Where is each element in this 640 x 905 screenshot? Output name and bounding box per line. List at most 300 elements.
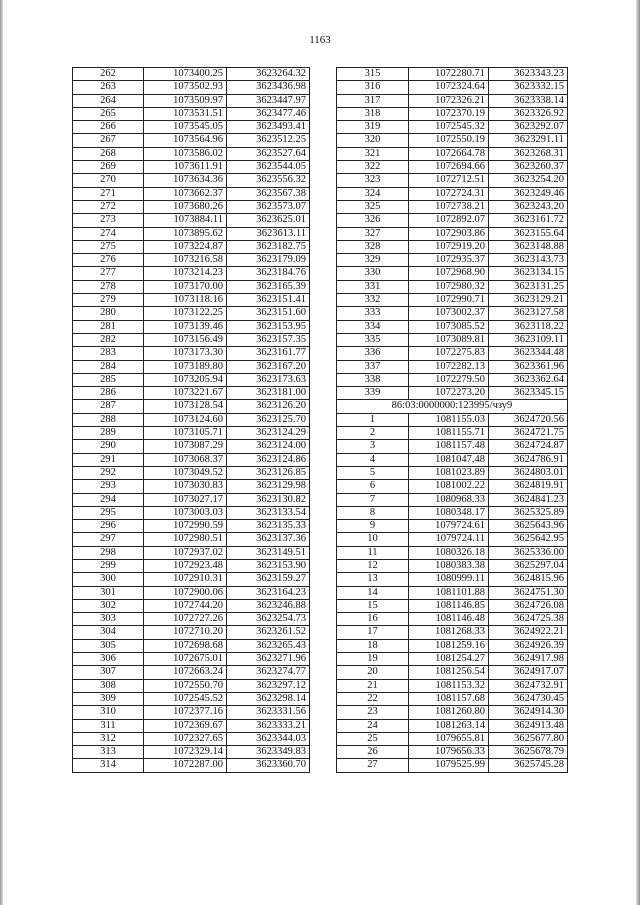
point-number-cell: 310 xyxy=(73,706,144,719)
table-row xyxy=(337,94,568,107)
x-coordinate-cell: 1073531.51 xyxy=(144,107,227,120)
y-coordinate-cell: 3623477.46 xyxy=(227,107,310,120)
y-coordinate-cell: 3623344.03 xyxy=(227,732,310,745)
y-coordinate-cell: 3623331.56 xyxy=(227,706,310,719)
x-coordinate-cell: 1072710.20 xyxy=(144,626,227,639)
x-coordinate-cell: 1072675.01 xyxy=(144,653,227,666)
point-number-cell: 319 xyxy=(337,121,409,134)
y-coordinate-cell: 3623264.32 xyxy=(227,68,310,81)
point-number-cell: 287 xyxy=(73,400,144,413)
point-number-cell: 9 xyxy=(337,520,409,533)
point-number-cell: 262 xyxy=(73,68,144,81)
point-number-cell: 271 xyxy=(73,187,144,200)
x-coordinate-cell: 1072377.16 xyxy=(144,706,227,719)
y-coordinate-cell: 3623164.23 xyxy=(227,586,310,599)
y-coordinate-cell: 3623246.88 xyxy=(227,599,310,612)
point-number-cell: 264 xyxy=(73,94,144,107)
y-coordinate-cell: 3624841.23 xyxy=(489,493,568,506)
point-number-cell: 10 xyxy=(337,533,409,546)
table-row xyxy=(73,254,310,267)
y-coordinate-cell: 3623274.77 xyxy=(227,666,310,679)
point-number-cell: 20 xyxy=(337,666,409,679)
table-row xyxy=(73,520,310,533)
y-coordinate-cell: 3623133.54 xyxy=(227,506,310,519)
point-number-cell: 22 xyxy=(337,692,409,705)
table-row xyxy=(337,134,568,147)
table-row xyxy=(73,94,310,107)
point-number-cell: 330 xyxy=(337,267,409,280)
table-row xyxy=(73,413,310,426)
point-number-cell: 337 xyxy=(337,360,409,373)
point-number-cell: 279 xyxy=(73,294,144,307)
x-coordinate-cell: 1072892.07 xyxy=(409,214,489,227)
x-coordinate-cell: 1072712.51 xyxy=(409,174,489,187)
point-number-cell: 327 xyxy=(337,227,409,240)
y-coordinate-cell: 3623182.75 xyxy=(227,240,310,253)
x-coordinate-cell: 1072923.48 xyxy=(144,559,227,572)
table-row xyxy=(337,240,568,253)
y-coordinate-cell: 3623126.20 xyxy=(227,400,310,413)
y-coordinate-cell: 3623161.72 xyxy=(489,214,568,227)
y-coordinate-cell: 3623124.00 xyxy=(227,440,310,453)
y-coordinate-cell: 3623157.35 xyxy=(227,333,310,346)
point-number-cell: 326 xyxy=(337,214,409,227)
section-header-row xyxy=(337,400,568,413)
y-coordinate-cell: 3623179.09 xyxy=(227,254,310,267)
x-coordinate-cell: 1081023.89 xyxy=(409,466,489,479)
table-row xyxy=(73,214,310,227)
point-number-cell: 296 xyxy=(73,520,144,533)
table-row xyxy=(337,347,568,360)
x-coordinate-cell: 1072968.90 xyxy=(409,267,489,280)
point-number-cell: 284 xyxy=(73,360,144,373)
table-row xyxy=(337,759,568,772)
table-row xyxy=(73,746,310,759)
x-coordinate-cell: 1080326.18 xyxy=(409,546,489,559)
cadastral-number-heading: 86:03:0000000:123995/чзу9 xyxy=(337,400,568,413)
y-coordinate-cell: 3625643.96 xyxy=(489,520,568,533)
y-coordinate-cell: 3623137.36 xyxy=(227,533,310,546)
point-number-cell: 269 xyxy=(73,161,144,174)
table-row xyxy=(73,240,310,253)
table-row xyxy=(73,121,310,134)
table-row xyxy=(337,187,568,200)
x-coordinate-cell: 1072980.51 xyxy=(144,533,227,546)
table-row xyxy=(337,599,568,612)
y-coordinate-cell: 3624917.98 xyxy=(489,653,568,666)
y-coordinate-cell: 3623344.48 xyxy=(489,347,568,360)
y-coordinate-cell: 3625642.95 xyxy=(489,533,568,546)
table-row xyxy=(73,586,310,599)
point-number-cell: 312 xyxy=(73,732,144,745)
x-coordinate-cell: 1073087.29 xyxy=(144,440,227,453)
x-coordinate-cell: 1072545.32 xyxy=(409,121,489,134)
x-coordinate-cell: 1072326.21 xyxy=(409,94,489,107)
x-coordinate-cell: 1080968.33 xyxy=(409,493,489,506)
point-number-cell: 305 xyxy=(73,639,144,652)
table-row xyxy=(73,653,310,666)
y-coordinate-cell: 3623151.41 xyxy=(227,294,310,307)
table-row xyxy=(337,719,568,732)
point-number-cell: 263 xyxy=(73,81,144,94)
y-coordinate-cell: 3624913.48 xyxy=(489,719,568,732)
point-number-cell: 306 xyxy=(73,653,144,666)
y-coordinate-cell: 3623126.85 xyxy=(227,466,310,479)
x-coordinate-cell: 1073205.94 xyxy=(144,373,227,386)
point-number-cell: 26 xyxy=(337,746,409,759)
table-row xyxy=(337,559,568,572)
point-number-cell: 1 xyxy=(337,413,409,426)
table-row xyxy=(73,280,310,293)
point-number-cell: 288 xyxy=(73,413,144,426)
table-row xyxy=(73,307,310,320)
point-number-cell: 5 xyxy=(337,466,409,479)
y-coordinate-cell: 3623338.14 xyxy=(489,94,568,107)
x-coordinate-cell: 1081256.54 xyxy=(409,666,489,679)
table-row xyxy=(73,679,310,692)
y-coordinate-cell: 3623243.20 xyxy=(489,200,568,213)
x-coordinate-cell: 1073085.52 xyxy=(409,320,489,333)
x-coordinate-cell: 1080348.17 xyxy=(409,506,489,519)
y-coordinate-cell: 3623159.27 xyxy=(227,573,310,586)
point-number-cell: 339 xyxy=(337,387,409,400)
x-coordinate-cell: 1081101.88 xyxy=(409,586,489,599)
y-coordinate-cell: 3623130.82 xyxy=(227,493,310,506)
x-coordinate-cell: 1081155.03 xyxy=(409,413,489,426)
point-number-cell: 325 xyxy=(337,200,409,213)
y-coordinate-cell: 3623349.83 xyxy=(227,746,310,759)
x-coordinate-cell: 1073564.96 xyxy=(144,134,227,147)
point-number-cell: 265 xyxy=(73,107,144,120)
table-row xyxy=(73,480,310,493)
point-number-cell: 12 xyxy=(337,559,409,572)
y-coordinate-cell: 3624732.91 xyxy=(489,679,568,692)
table-row xyxy=(73,692,310,705)
point-number-cell: 320 xyxy=(337,134,409,147)
table-row xyxy=(73,706,310,719)
table-row xyxy=(337,666,568,679)
point-number-cell: 336 xyxy=(337,347,409,360)
x-coordinate-cell: 1072698.68 xyxy=(144,639,227,652)
table-row xyxy=(73,227,310,240)
y-coordinate-cell: 3623149.51 xyxy=(227,546,310,559)
y-coordinate-cell: 3623254.73 xyxy=(227,613,310,626)
table-row xyxy=(337,533,568,546)
point-number-cell: 318 xyxy=(337,107,409,120)
table-row xyxy=(73,493,310,506)
point-number-cell: 2 xyxy=(337,427,409,440)
y-coordinate-cell: 3623125.70 xyxy=(227,413,310,426)
y-coordinate-cell: 3624922.21 xyxy=(489,626,568,639)
x-coordinate-cell: 1072664.78 xyxy=(409,147,489,160)
x-coordinate-cell: 1081263.14 xyxy=(409,719,489,732)
y-coordinate-cell: 3624726.08 xyxy=(489,599,568,612)
y-coordinate-cell: 3623343.23 xyxy=(489,68,568,81)
y-coordinate-cell: 3623127.58 xyxy=(489,307,568,320)
x-coordinate-cell: 1073128.54 xyxy=(144,400,227,413)
table-row xyxy=(337,161,568,174)
point-number-cell: 290 xyxy=(73,440,144,453)
table-row xyxy=(337,573,568,586)
x-coordinate-cell: 1081260.80 xyxy=(409,706,489,719)
y-coordinate-cell: 3623292.07 xyxy=(489,121,568,134)
point-number-cell: 8 xyxy=(337,506,409,519)
y-coordinate-cell: 3623268.31 xyxy=(489,147,568,160)
point-number-cell: 313 xyxy=(73,746,144,759)
table-row xyxy=(73,440,310,453)
x-coordinate-cell: 1073509.97 xyxy=(144,94,227,107)
y-coordinate-cell: 3623261.52 xyxy=(227,626,310,639)
point-number-cell: 270 xyxy=(73,174,144,187)
y-coordinate-cell: 3624786.91 xyxy=(489,453,568,466)
y-coordinate-cell: 3623148.88 xyxy=(489,240,568,253)
y-coordinate-cell: 3625325.89 xyxy=(489,506,568,519)
y-coordinate-cell: 3623153.90 xyxy=(227,559,310,572)
point-number-cell: 333 xyxy=(337,307,409,320)
x-coordinate-cell: 1072369.67 xyxy=(144,719,227,732)
table-row xyxy=(337,147,568,160)
x-coordinate-cell: 1081146.48 xyxy=(409,613,489,626)
point-number-cell: 7 xyxy=(337,493,409,506)
table-row xyxy=(337,586,568,599)
table-row xyxy=(73,427,310,440)
table-row xyxy=(337,440,568,453)
x-coordinate-cell: 1072550.19 xyxy=(409,134,489,147)
point-number-cell: 317 xyxy=(337,94,409,107)
y-coordinate-cell: 3624819.91 xyxy=(489,480,568,493)
table-row xyxy=(337,373,568,386)
x-coordinate-cell: 1072280.71 xyxy=(409,68,489,81)
point-number-cell: 19 xyxy=(337,653,409,666)
point-number-cell: 18 xyxy=(337,639,409,652)
table-row xyxy=(337,360,568,373)
y-coordinate-cell: 3623573.07 xyxy=(227,200,310,213)
y-coordinate-cell: 3623124.29 xyxy=(227,427,310,440)
table-row xyxy=(73,161,310,174)
point-number-cell: 283 xyxy=(73,347,144,360)
table-row xyxy=(337,453,568,466)
point-number-cell: 281 xyxy=(73,320,144,333)
table-row xyxy=(337,732,568,745)
point-number-cell: 285 xyxy=(73,373,144,386)
table-row xyxy=(73,174,310,187)
x-coordinate-cell: 1079525.99 xyxy=(409,759,489,772)
table-row xyxy=(73,719,310,732)
coordinates-table-right xyxy=(336,67,568,773)
y-coordinate-cell: 3623362.64 xyxy=(489,373,568,386)
y-coordinate-cell: 3623151.60 xyxy=(227,307,310,320)
table-row xyxy=(73,68,310,81)
point-number-cell: 282 xyxy=(73,333,144,346)
y-coordinate-cell: 3623181.00 xyxy=(227,387,310,400)
table-row xyxy=(337,254,568,267)
point-number-cell: 300 xyxy=(73,573,144,586)
point-number-cell: 308 xyxy=(73,679,144,692)
x-coordinate-cell: 1072370.19 xyxy=(409,107,489,120)
x-coordinate-cell: 1072727.26 xyxy=(144,613,227,626)
x-coordinate-cell: 1072903.86 xyxy=(409,227,489,240)
y-coordinate-cell: 3623109.11 xyxy=(489,333,568,346)
x-coordinate-cell: 1072324.64 xyxy=(409,81,489,94)
y-coordinate-cell: 3625336.00 xyxy=(489,546,568,559)
table-row xyxy=(73,732,310,745)
y-coordinate-cell: 3623165.39 xyxy=(227,280,310,293)
y-coordinate-cell: 3623613.11 xyxy=(227,227,310,240)
table-row xyxy=(73,666,310,679)
y-coordinate-cell: 3623332.15 xyxy=(489,81,568,94)
y-coordinate-cell: 3623161.77 xyxy=(227,347,310,360)
point-number-cell: 27 xyxy=(337,759,409,772)
table-row xyxy=(337,214,568,227)
x-coordinate-cell: 1072275.83 xyxy=(409,347,489,360)
point-number-cell: 304 xyxy=(73,626,144,639)
table-row xyxy=(73,187,310,200)
y-coordinate-cell: 3623271.96 xyxy=(227,653,310,666)
x-coordinate-cell: 1073884.11 xyxy=(144,214,227,227)
y-coordinate-cell: 3624926.39 xyxy=(489,639,568,652)
x-coordinate-cell: 1072744.20 xyxy=(144,599,227,612)
point-number-cell: 274 xyxy=(73,227,144,240)
table-row xyxy=(337,466,568,479)
x-coordinate-cell: 1073189.80 xyxy=(144,360,227,373)
x-coordinate-cell: 1072910.31 xyxy=(144,573,227,586)
table-row xyxy=(337,280,568,293)
point-number-cell: 309 xyxy=(73,692,144,705)
point-number-cell: 299 xyxy=(73,559,144,572)
table-row xyxy=(73,506,310,519)
y-coordinate-cell: 3623129.98 xyxy=(227,480,310,493)
y-coordinate-cell: 3623625.01 xyxy=(227,214,310,227)
table-row xyxy=(337,427,568,440)
point-number-cell: 23 xyxy=(337,706,409,719)
point-number-cell: 324 xyxy=(337,187,409,200)
y-coordinate-cell: 3623260.37 xyxy=(489,161,568,174)
x-coordinate-cell: 1079724.11 xyxy=(409,533,489,546)
table-row xyxy=(337,267,568,280)
point-number-cell: 323 xyxy=(337,174,409,187)
point-number-cell: 13 xyxy=(337,573,409,586)
scan-edge-left xyxy=(0,0,3,905)
x-coordinate-cell: 1073118.16 xyxy=(144,294,227,307)
table-row xyxy=(73,200,310,213)
y-coordinate-cell: 3623361.96 xyxy=(489,360,568,373)
x-coordinate-cell: 1079724.61 xyxy=(409,520,489,533)
point-number-cell: 11 xyxy=(337,546,409,559)
x-coordinate-cell: 1073002.37 xyxy=(409,307,489,320)
x-coordinate-cell: 1072919.20 xyxy=(409,240,489,253)
x-coordinate-cell: 1073502.93 xyxy=(144,81,227,94)
point-number-cell: 286 xyxy=(73,387,144,400)
x-coordinate-cell: 1072990.71 xyxy=(409,294,489,307)
x-coordinate-cell: 1073545.05 xyxy=(144,121,227,134)
point-number-cell: 328 xyxy=(337,240,409,253)
x-coordinate-cell: 1073680.26 xyxy=(144,200,227,213)
x-coordinate-cell: 1080383.38 xyxy=(409,559,489,572)
table-row xyxy=(73,373,310,386)
x-coordinate-cell: 1072327.65 xyxy=(144,732,227,745)
point-number-cell: 334 xyxy=(337,320,409,333)
point-number-cell: 302 xyxy=(73,599,144,612)
point-number-cell: 289 xyxy=(73,427,144,440)
x-coordinate-cell: 1072287.00 xyxy=(144,759,227,772)
x-coordinate-cell: 1073221.67 xyxy=(144,387,227,400)
point-number-cell: 322 xyxy=(337,161,409,174)
y-coordinate-cell: 3623131.25 xyxy=(489,280,568,293)
x-coordinate-cell: 1072273.20 xyxy=(409,387,489,400)
table-row xyxy=(73,759,310,772)
x-coordinate-cell: 1081268.33 xyxy=(409,626,489,639)
point-number-cell: 314 xyxy=(73,759,144,772)
point-number-cell: 6 xyxy=(337,480,409,493)
x-coordinate-cell: 1081254.27 xyxy=(409,653,489,666)
table-row xyxy=(73,294,310,307)
x-coordinate-cell: 1079655.81 xyxy=(409,732,489,745)
x-coordinate-cell: 1072545.52 xyxy=(144,692,227,705)
x-coordinate-cell: 1073224.87 xyxy=(144,240,227,253)
y-coordinate-cell: 3623345.15 xyxy=(489,387,568,400)
point-number-cell: 4 xyxy=(337,453,409,466)
x-coordinate-cell: 1073400.25 xyxy=(144,68,227,81)
page-number: 1163 xyxy=(309,34,331,46)
x-coordinate-cell: 1073214.23 xyxy=(144,267,227,280)
table-row xyxy=(73,533,310,546)
point-number-cell: 15 xyxy=(337,599,409,612)
point-number-cell: 338 xyxy=(337,373,409,386)
y-coordinate-cell: 3623265.43 xyxy=(227,639,310,652)
y-coordinate-cell: 3623291.11 xyxy=(489,134,568,147)
y-coordinate-cell: 3623184.76 xyxy=(227,267,310,280)
x-coordinate-cell: 1072279.50 xyxy=(409,373,489,386)
x-coordinate-cell: 1073662.37 xyxy=(144,187,227,200)
point-number-cell: 331 xyxy=(337,280,409,293)
table-row xyxy=(73,559,310,572)
point-number-cell: 275 xyxy=(73,240,144,253)
x-coordinate-cell: 1073611.91 xyxy=(144,161,227,174)
y-coordinate-cell: 3623173.63 xyxy=(227,373,310,386)
point-number-cell: 297 xyxy=(73,533,144,546)
table-row xyxy=(73,599,310,612)
point-number-cell: 267 xyxy=(73,134,144,147)
point-number-cell: 276 xyxy=(73,254,144,267)
table-row xyxy=(337,546,568,559)
point-number-cell: 307 xyxy=(73,666,144,679)
x-coordinate-cell: 1073170.00 xyxy=(144,280,227,293)
x-coordinate-cell: 1073634.36 xyxy=(144,174,227,187)
point-number-cell: 301 xyxy=(73,586,144,599)
x-coordinate-cell: 1073105.71 xyxy=(144,427,227,440)
table-row xyxy=(337,307,568,320)
table-row xyxy=(337,493,568,506)
point-number-cell: 291 xyxy=(73,453,144,466)
table-row xyxy=(73,320,310,333)
scan-edge-right xyxy=(636,0,640,905)
y-coordinate-cell: 3623298.14 xyxy=(227,692,310,705)
y-coordinate-cell: 3623333.21 xyxy=(227,719,310,732)
x-coordinate-cell: 1079656.33 xyxy=(409,746,489,759)
coordinates-table-left xyxy=(72,67,310,773)
point-number-cell: 321 xyxy=(337,147,409,160)
y-coordinate-cell: 3624914.30 xyxy=(489,706,568,719)
y-coordinate-cell: 3624815.96 xyxy=(489,573,568,586)
x-coordinate-cell: 1081047.48 xyxy=(409,453,489,466)
point-number-cell: 315 xyxy=(337,68,409,81)
table-row xyxy=(73,147,310,160)
point-number-cell: 14 xyxy=(337,586,409,599)
point-number-cell: 280 xyxy=(73,307,144,320)
table-row xyxy=(73,134,310,147)
table-row xyxy=(337,68,568,81)
table-row xyxy=(73,546,310,559)
